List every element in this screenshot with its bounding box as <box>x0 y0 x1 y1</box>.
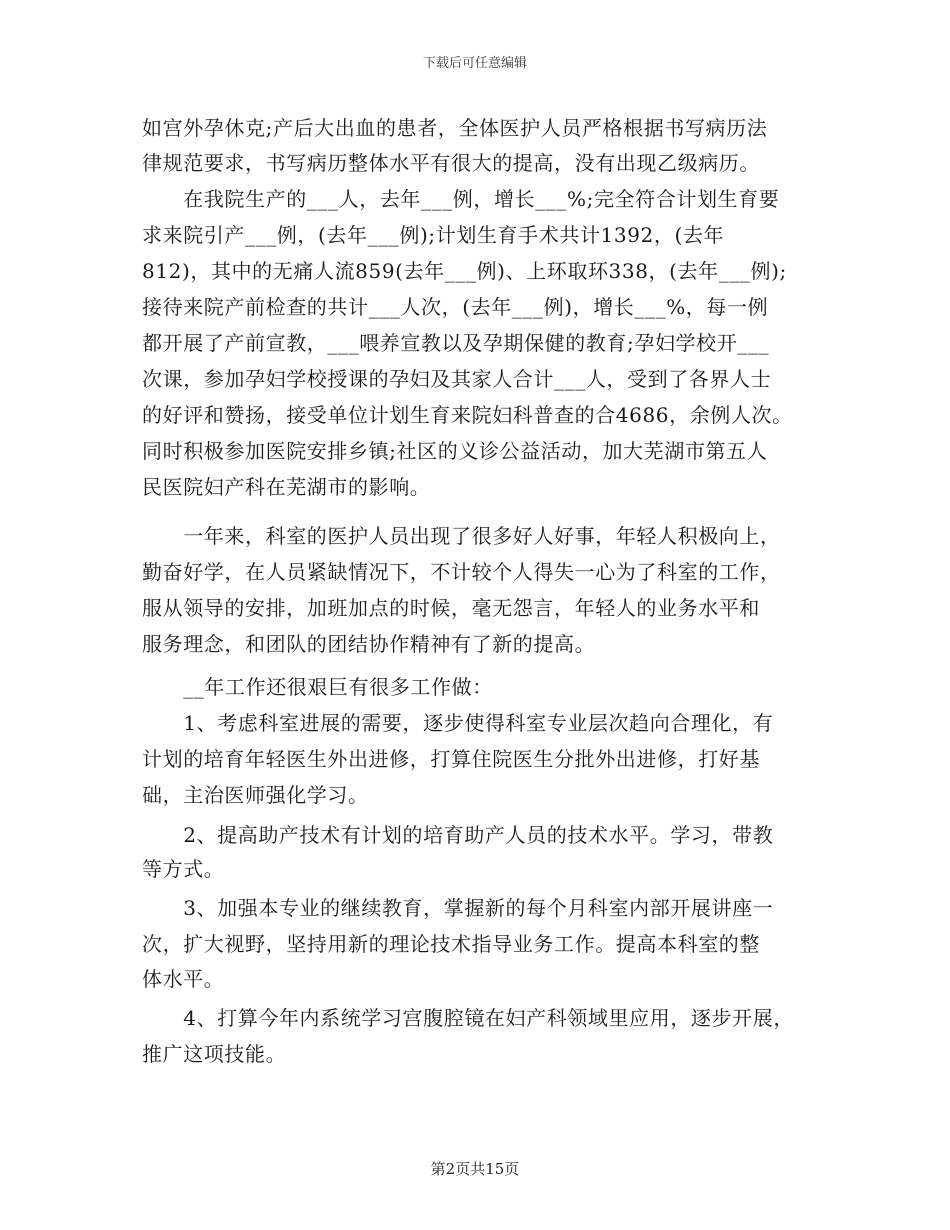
body-line: 2、提高助产技术有计划的培育助产人员的技术水平。学习，带教 <box>142 823 774 847</box>
body-line: 服务理念，和团队的团结协作精神有了新的提高。 <box>142 632 596 656</box>
body-line: 同时积极参加医院安排乡镇;社区的义诊公益活动，加大芜湖市第五人 <box>142 439 768 463</box>
body-line: 求来院引产___例，(去年___例);计划生育手术共计1392，(去年 <box>142 223 725 247</box>
body-line: 推广这项技能。 <box>142 1042 287 1066</box>
body-line: 在我院生产的___人，去年___例，增长___%;完全符合计划生育要 <box>142 187 780 211</box>
page-footer: 第2页共15页 <box>430 1160 520 1178</box>
body-line: 1、考虑科室进展的需要，逐步使得科室专业层次趋向合理化，有 <box>142 711 774 735</box>
body-line: 的好评和赞扬，接受单位计划生育来院妇科普查的合4686，余例人次。 <box>142 403 793 427</box>
body-line: 计划的培育年轻医生外出进修，打算住院医生分批外出进修，打好基 <box>142 747 760 771</box>
body-line: 一年来，科室的医护人员出现了很多好人好事，年轻人积极向上， <box>142 524 781 548</box>
body-line: __年工作还很艰巨有很多工作做： <box>142 675 493 699</box>
body-line: 812)，其中的无痛人流859(去年___例)、上环取环338，(去年___例); <box>142 259 787 283</box>
body-line: 础，主治医师强化学习。 <box>142 783 369 807</box>
body-line: 次，扩大视野，坚持用新的理论技术指导业务工作。提高本科室的整 <box>142 932 760 956</box>
body-line: 勤奋好学，在人员紧缺情况下，不计较个人得失一心为了科室的工作， <box>142 560 781 584</box>
body-line: 次课，参加孕妇学校授课的孕妇及其家人合计___人，受到了各界人士 <box>142 367 772 391</box>
body-line: 如宫外孕休克;产后大出血的患者，全体医护人员严格根据书写病历法 <box>142 116 768 140</box>
body-line: 4、打算今年内系统学习宫腹腔镜在妇产科领域里应用，逐步开展， <box>142 1006 794 1030</box>
body-line: 民医院妇产科在芜湖市的影响。 <box>142 475 431 499</box>
body-line: 等方式。 <box>142 857 225 881</box>
body-line: 律规范要求，书写病历整体水平有很大的提高，没有出现乙级病历。 <box>142 151 760 175</box>
body-line: 接待来院产前检查的共计___人次，(去年___例)，增长___%，每一例 <box>142 295 769 319</box>
body-line: 都开展了产前宣教，___喂养宣教以及孕期保健的教育;孕妇学校开___ <box>142 331 770 355</box>
body-line: 体水平。 <box>142 967 225 991</box>
body-line: 服从领导的安排，加班加点的时候，毫无怨言，年轻人的业务水平和 <box>142 596 760 620</box>
page-header: 下载后可任意编辑 <box>422 56 527 71</box>
body-line: 3、加强本专业的继续教育，掌握新的每个月科室内部开展讲座一 <box>142 896 774 920</box>
